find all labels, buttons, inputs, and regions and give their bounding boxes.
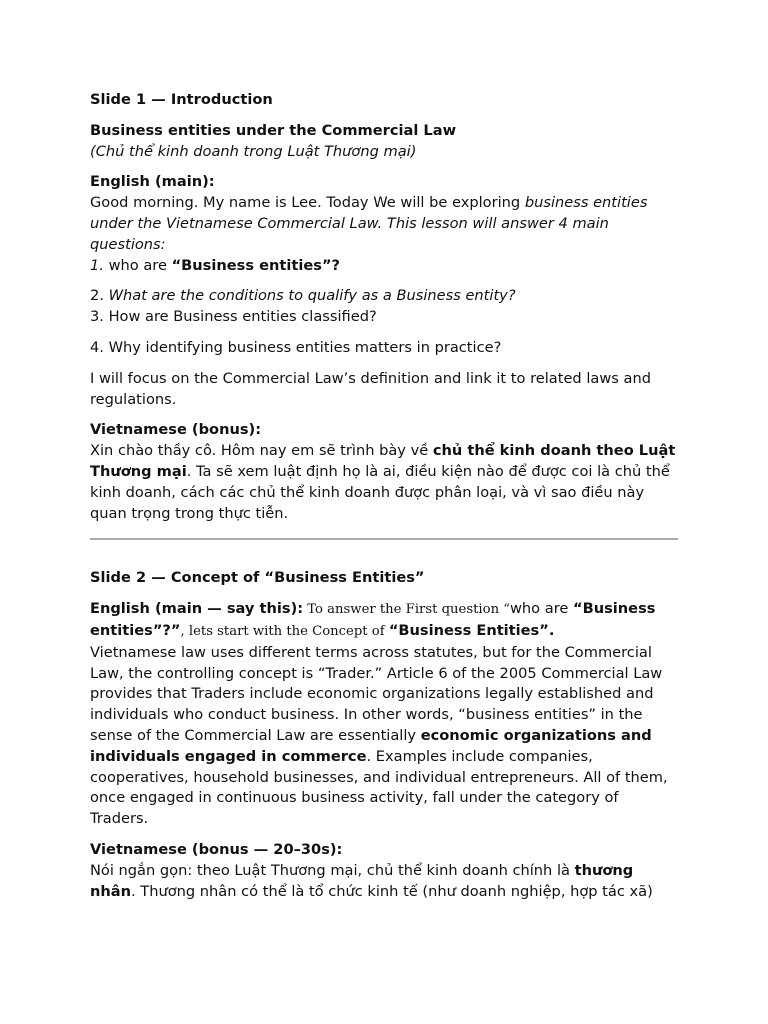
slide-2-english-label: English (main — say this): xyxy=(90,600,304,618)
vi2-text-part-2: . Thương nhân có thể là tổ chức kinh tế (như doanh nghiệp, hợp tác xã) xyxy=(131,882,653,900)
question-1-number: 1. xyxy=(90,256,104,274)
intro-segment-1: To answer the First question “ xyxy=(303,602,510,618)
section-divider xyxy=(90,538,678,540)
body-part-2: . Examples include companies, cooperatives, household businesses, and individual entrepreneurs. All of them, once engaged in continuous business activity, fall under the category of Traders. xyxy=(90,747,668,828)
question-2 xyxy=(90,286,678,307)
slide-1-english-intro xyxy=(90,193,678,255)
intro-plain-text: Good morning. My name is Lee. Today We will be exploring xyxy=(90,194,525,212)
intro-segment-3: “Business entities”?” xyxy=(90,600,656,639)
slide-1-vietnamese-text xyxy=(90,441,678,524)
question-1-plain: who are xyxy=(103,256,172,274)
slide-1-title-vi: (Chủ thể kinh doanh trong Luật Thương mại) xyxy=(90,142,417,160)
body-bold: economic organizations and individuals engaged in commerce xyxy=(90,726,652,765)
vi-text-part-1: Xin chào thầy cô. Hôm nay em sẽ trình bày về xyxy=(90,442,433,460)
vi-text-bold: chủ thể kinh doanh theo Luật Thương mại xyxy=(90,442,676,480)
vi-text-part-2: . Ta sẽ xem luật định họ là ai, điều kiện nào để được coi là chủ thể kinh doanh, cách các chủ thể kinh doanh được phân loại, và vì sao điều này quan trọng trong thực tiễn. xyxy=(90,462,670,522)
slide-1-heading: Slide 1 — Introduction xyxy=(90,91,273,108)
question-4: 4. Why identifying business entities matters in practice? xyxy=(90,338,502,356)
question-3: 3. How are Business entities classified? xyxy=(90,308,377,326)
intro-segment-5: “Business Entities”. xyxy=(388,621,555,639)
question-1 xyxy=(90,256,678,277)
intro-segment-2: who are xyxy=(510,600,573,618)
vi2-text-bold: thương nhân xyxy=(90,861,634,900)
focus-paragraph: I will focus on the Commercial Law’s definition and link it to related laws and regulations. xyxy=(90,369,651,408)
vi2-text-part-1: Nói ngắn gọn: theo Luật Thương mại, chủ thể kinh doanh chính là xyxy=(90,861,575,879)
question-2-number: 2. xyxy=(90,287,109,305)
slide-1-english-label: English (main): xyxy=(90,173,215,191)
question-1-bold: “Business entities”? xyxy=(171,256,340,274)
slide-1-title: Business entities under the Commercial Law xyxy=(90,121,457,139)
slide-2-vietnamese-text xyxy=(90,861,678,903)
slide-1-vietnamese-label: Vietnamese (bonus): xyxy=(90,421,262,439)
intro-segment-4: , lets start with the Concept of xyxy=(180,623,389,639)
question-2-text: What are the conditions to qualify as a Business entity? xyxy=(108,287,516,305)
intro-italic-text: business entities under the Vietnamese Commercial Law. This lesson will answer 4 main questions: xyxy=(90,194,648,253)
slide-2-heading: Slide 2 — Concept of “Business Entities” xyxy=(90,569,425,587)
slide-2-vietnamese-label: Vietnamese (bonus — 20–30s): xyxy=(90,840,343,858)
slide-2-section xyxy=(90,568,678,902)
body-part-1: Vietnamese law uses different terms across statutes, but for the Commercial Law, the controlling concept is “Trader.” Article 6 of the 2005 Commercial Law provides that Traders include economic organizations legally established and individuals who conduct business. In other words, “business entities” in the sense of the Commercial Law are essentially xyxy=(90,643,663,744)
slide-2-body xyxy=(90,643,678,830)
slide-1-section xyxy=(90,90,678,524)
slide-2-english-intro xyxy=(90,599,678,643)
